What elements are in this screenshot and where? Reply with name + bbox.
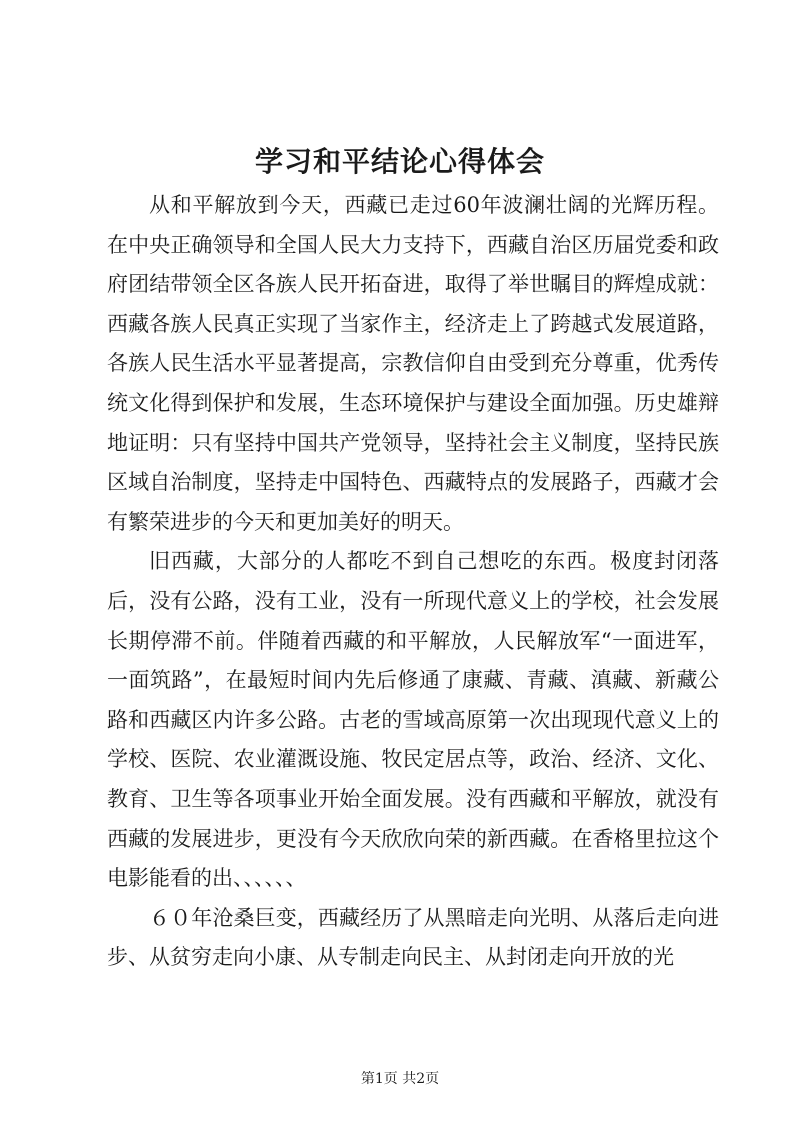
document-title: 学习和平结论心得体会 — [254, 145, 545, 178]
page-footer: 第1页 共2页 — [360, 1071, 440, 1087]
document-body — [107, 186, 719, 978]
paragraph-1: 从和平解放到今天，西藏已走过60年波澜壮阔的光辉历程。在中央正确领导和全国人民大力支持下，西藏自治区历届党委和政府团结带领全区各族人民开拓奋进，取得了举世瞩目的辉煌成就：西藏各族人民真正实现了当家作主，经济走上了跨越式发展道路，各族人民生活水平显著提高，宗教信仰自由受到充分尊重，优秀传统文化得到保护和发展，生态环境保护与建设全面加强。历史雄辩地证明：只有坚持中国共产党领导，坚持社会主义制度，坚持民族区域自治制度，坚持走中国特色、西藏特点的发展路子，西藏才会有繁荣进步的今天和更加美好的明天。 — [107, 193, 719, 534]
paragraph-3: ６０年沧桑巨变，西藏经历了从黑暗走向光明、从落后走向进步、从贫穷走向小康、从专制走向民主、从封闭走向开放的光 — [107, 905, 719, 970]
paragraph-2: 旧西藏，大部分的人都吃不到自己想吃的东西。极度封闭落后，没有公路，没有工业，没有一所现代意义上的学校，社会发展长期停滞不前。伴随着西藏的和平解放，人民解放军“一面进军，一面筑路”，在最短时间内先后修通了康藏、青藏、滇藏、新藏公路和西藏区内许多公路。古老的雪域高原第一次出现现代意义上的学校、医院、农业灌溉设施、牧民定居点等，政治、经济、文化、教育、卫生等各项事业开始全面发展。没有西藏和平解放，就没有西藏的发展进步，更没有今天欣欣向荣的新西藏。在香格里拉这个电影能看的出、、、、、、 — [107, 549, 719, 891]
